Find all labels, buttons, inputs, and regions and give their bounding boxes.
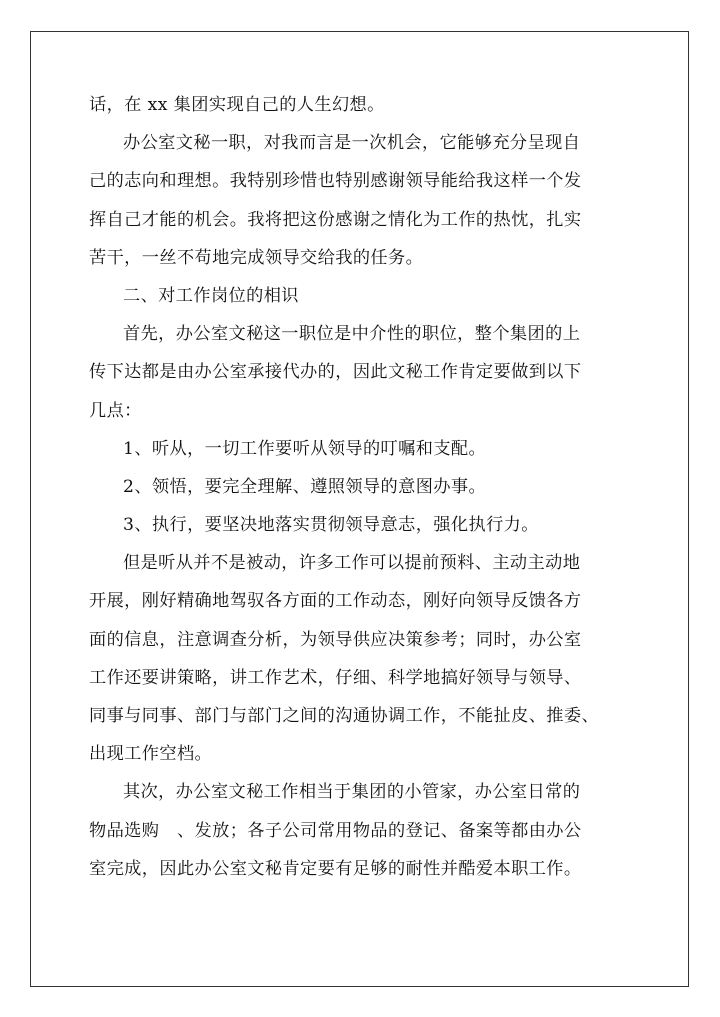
- text-line-17: 同事与同事、部门与部门之间的沟通协调工作，不能扯皮、推委、: [89, 706, 600, 726]
- list-item-1: 1、听从，一切工作要听从领导的叮嘱和支配。: [123, 438, 487, 459]
- text-line-1: 话，在 xx 集团实现自己的人生幻想。: [89, 95, 385, 115]
- text-line-9: 几点：: [89, 400, 142, 421]
- list-item-3: 3、执行，要坚决地落实贯彻领导意志，强化执行力。: [123, 515, 539, 536]
- section-heading: 二、对工作岗位的相识: [123, 285, 299, 306]
- text-line-19: 其次，办公室文秘工作相当于集团的小管家，办公室日常的: [123, 782, 581, 803]
- text-line-18: 出现工作空档。: [89, 744, 213, 765]
- text-line-13: 但是听从并不是被动，许多工作可以提前预料、主动主动地: [123, 553, 581, 574]
- document-body: [89, 86, 634, 888]
- text-line-15: 面的信息，注意调查分析，为领导供应决策参考；同时，办公室: [89, 629, 582, 650]
- text-line-14: 开展，刚好精确地驾驭各方面的工作动态，刚好向领导反馈各方: [89, 591, 582, 612]
- text-line-7: 首先，办公室文秘这一职位是中介性的职位，整个集团的上: [123, 324, 581, 345]
- text-line-20: 物品选购 、发放；各子公司常用物品的登记、备案等都由办公: [89, 820, 582, 841]
- text-line-2: 办公室文秘一职，对我而言是一次机会，它能够充分呈现自: [123, 133, 581, 154]
- text-line-16: 工作还要讲策略，讲工作艺术，仔细、科学地搞好领导与领导、: [89, 667, 582, 688]
- text-line-3: 己的志向和理想。我特别珍惜也特别感谢领导能给我这样一个发: [89, 171, 582, 192]
- text-line-5: 苦干，一丝不苟地完成领导交给我的任务。: [89, 247, 424, 268]
- text-line-8: 传下达都是由办公室承接代办的，因此文秘工作肯定要做到以下: [89, 362, 582, 383]
- text-line-21: 室完成，因此办公室文秘肯定要有足够的耐性并酷爱本职工作。: [89, 858, 582, 879]
- text-line-4: 挥自己才能的机会。我将把这份感谢之情化为工作的热忱，扎实: [89, 209, 582, 230]
- list-item-2: 2、领悟，要完全理解、遵照领导的意图办事。: [123, 476, 487, 497]
